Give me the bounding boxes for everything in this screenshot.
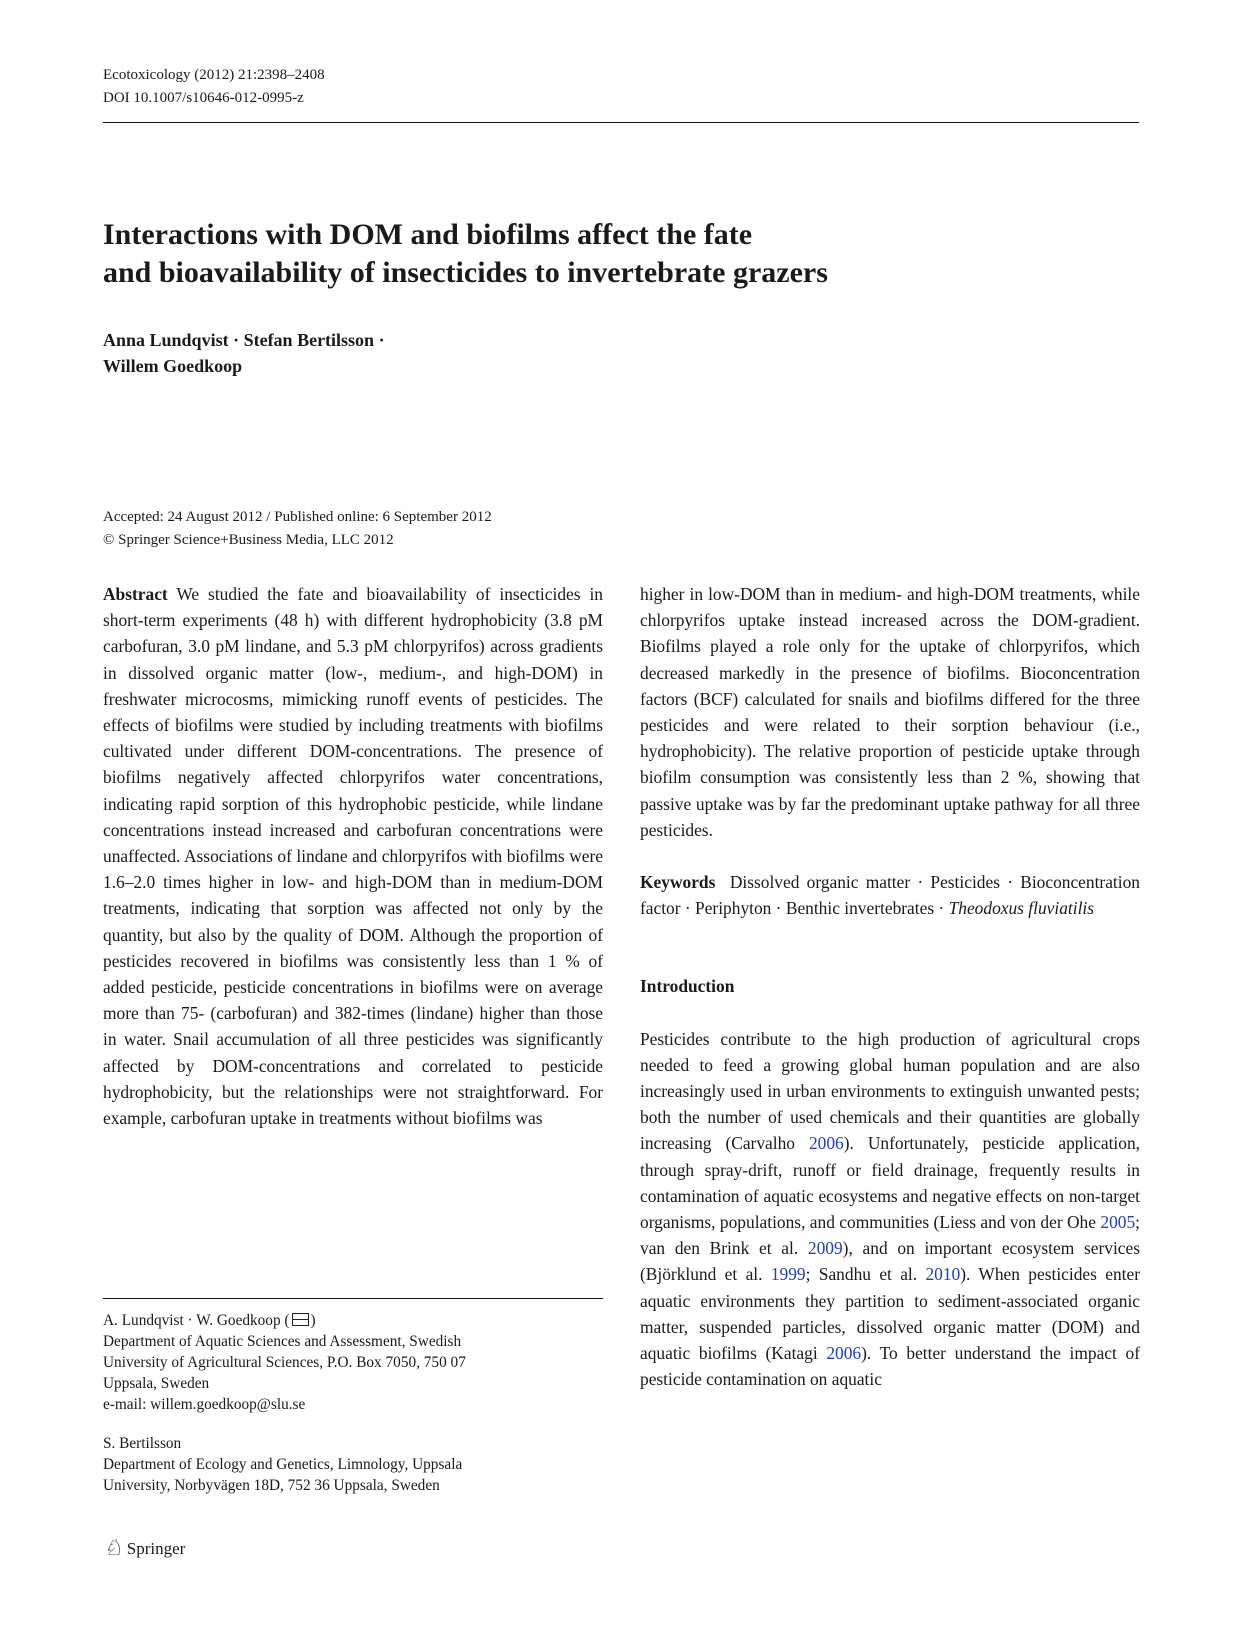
introduction-paragraph xyxy=(640,1026,1140,1393)
authors-line-2: Willem Goedkoop xyxy=(103,356,243,376)
paren-close: ) xyxy=(310,1312,316,1329)
abstract-continued: higher in low-DOM than in medium- and high-DOM treatments, while chlorpyrifos uptake instead increased across the DOM-gradient. Biofilms played a role only for the uptake of chlorpyrifos, which decreased markedly in the presence of biofilms. Bioconcentration factors (BCF) calculated for snails and biofilms differed for the three pesticides and were related to their sorption behaviour (i.e., hydrophobicity). The relative proportion of pesticide uptake through biofilm consumption was consistently less than 2 %, showing that passive uptake was by far the predominant uptake pathway for all three pesticides. xyxy=(640,584,1140,840)
intro-text-4: ), and on important ecosystem services (Björklund et al. xyxy=(640,1238,1140,1285)
affiliation-1-dept: University of Agricultural Sciences, P.O. Box 7050, 750 07 xyxy=(103,1354,466,1371)
corresponding-authors: A. Lundqvist · W. Goedkoop ( xyxy=(103,1312,290,1329)
left-column xyxy=(103,581,603,1131)
article-title xyxy=(103,216,1103,292)
keyword-species: Theodoxus fluviatilis xyxy=(948,898,1094,919)
title-line-1: Interactions with DOM and biofilms affect the fate xyxy=(103,218,753,251)
authors-line-1: Anna Lundqvist · Stefan Bertilsson · xyxy=(103,330,385,350)
affiliation-1-dept: Department of Aquatic Sciences and Assessment, Swedish xyxy=(103,1333,462,1350)
springer-logo-icon: ♘ xyxy=(103,1536,123,1561)
publisher-footer xyxy=(103,1538,185,1560)
header-rule xyxy=(103,122,1139,123)
affiliation-rule xyxy=(103,1298,603,1299)
citation-link[interactable]: 2009 xyxy=(807,1238,843,1259)
abstract-label: Abstract xyxy=(103,584,168,604)
doi: DOI 10.1007/s10646-012-0995-z xyxy=(103,90,304,106)
publisher-name: Springer xyxy=(126,1539,186,1558)
title-line-2: and bioavailability of insecticides to invertebrate grazers xyxy=(103,256,828,289)
affiliation-2-name: S. Bertilsson xyxy=(103,1435,182,1452)
affiliation-1-email[interactable]: e-mail: willem.goedkoop@slu.se xyxy=(103,1396,306,1413)
right-column xyxy=(640,581,1140,1392)
journal-header xyxy=(103,64,325,110)
citation-link[interactable]: 2005 xyxy=(1100,1212,1136,1233)
intro-text-7: ). To better understand the impact of pesticide contamination on aquatic xyxy=(640,1343,1141,1390)
affiliation-2-dept: Department of Ecology and Genetics, Limnology, Uppsala xyxy=(103,1456,463,1473)
affiliation-1-dept: Uppsala, Sweden xyxy=(103,1375,210,1392)
copyright: © Springer Science+Business Media, LLC 2012 xyxy=(103,532,394,548)
intro-text-2: ). Unfortunately, pesticide application, through spray-drift, runoff or field drainage, frequently results in contamination of aquatic ecosystems and negative effects on non-target organisms, populations, and communities (Liess and von der Ohe xyxy=(640,1133,1141,1233)
intro-text-1: Pesticides contribute to the high production of agricultural crops needed to feed a growing global human population and are also increasingly used in urban environments to extinguish unwanted pests; both the number of used chemicals and their quantities are globally increasing (Carvalho xyxy=(640,1028,1140,1154)
section-heading-introduction: Introduction xyxy=(640,976,735,997)
intro-text-5: ; Sandhu et al. xyxy=(805,1264,926,1285)
affiliation-1-names xyxy=(103,1310,603,1331)
keywords-label: Keywords xyxy=(640,872,716,893)
keywords xyxy=(640,869,1140,921)
intro-text-6: ). When pesticides enter aquatic environments they partition to sediment-associated organic matter, suspended particles, dissolved organic matter (DOM) and aquatic biofilms (Katagi xyxy=(640,1264,1140,1364)
citation-link[interactable]: 1999 xyxy=(770,1264,806,1285)
journal-citation: Ecotoxicology (2012) 21:2398–2408 xyxy=(103,67,325,83)
accepted-published: Accepted: 24 August 2012 / Published online: 6 September 2012 xyxy=(103,509,492,525)
keywords-text: Dissolved organic matter · Pesticides · Bioconcentration factor · Periphyton · Benthic invertebrates · xyxy=(640,872,1140,919)
citation-link[interactable]: 2006 xyxy=(826,1343,862,1364)
author-list xyxy=(103,327,385,379)
citation-link[interactable]: 2006 xyxy=(808,1133,844,1154)
abstract-text: We studied the fate and bioavailability of insecticides in short-term experiments (48 h) with different hydrophobicity (3.8 pM carbofuran, 3.0 pM lindane, and 5.3 pM chlorpyrifos) across gradients in dissolved organic matter (low-, medium-, and high-DOM) in freshwater microcosms, mimicking runoff events of pesticides. The effects of biofilms were studied by including treatments with biofilms cultivated under different DOM-concentrations. The presence of biofilms negatively affected chlorpyrifos water concentrations, indicating rapid sorption of this hydrophobic pesticide, while lindane concentrations instead increased and carbofuran concentrations were unaffected. Associations of lindane and chlorpyrifos with biofilms were 1.6–2.0 times higher in low- and high-DOM than in medium-DOM treatments, indicating that sorption was affected not only by the quantity, but also by the quality of DOM. Although the proportion of pesticides recovered in biofilms was consistently less than 1 % of added pesticide, pesticide concentrations in biofilms were on average more than 75- (carbofuran) and 382-times (lindane) higher than those in water. Snail accumulation of all three pesticides was significantly affected by DOM-concentrations and correlated to pesticide hydrophobicity, but the relationships were not straightforward. For example, carbofuran uptake in treatments without biofilms was xyxy=(103,584,603,1129)
affiliation-2-dept: University, Norbyvägen 18D, 752 36 Uppsala, Sweden xyxy=(103,1477,440,1494)
affiliations xyxy=(103,1310,603,1496)
abstract xyxy=(103,581,603,1131)
citation-link[interactable]: 2010 xyxy=(925,1264,961,1285)
envelope-icon xyxy=(292,1313,309,1326)
intro-text-3: ; van den Brink et al. xyxy=(640,1212,1140,1259)
publication-dates xyxy=(103,506,492,552)
affiliation-gap xyxy=(103,1415,603,1433)
